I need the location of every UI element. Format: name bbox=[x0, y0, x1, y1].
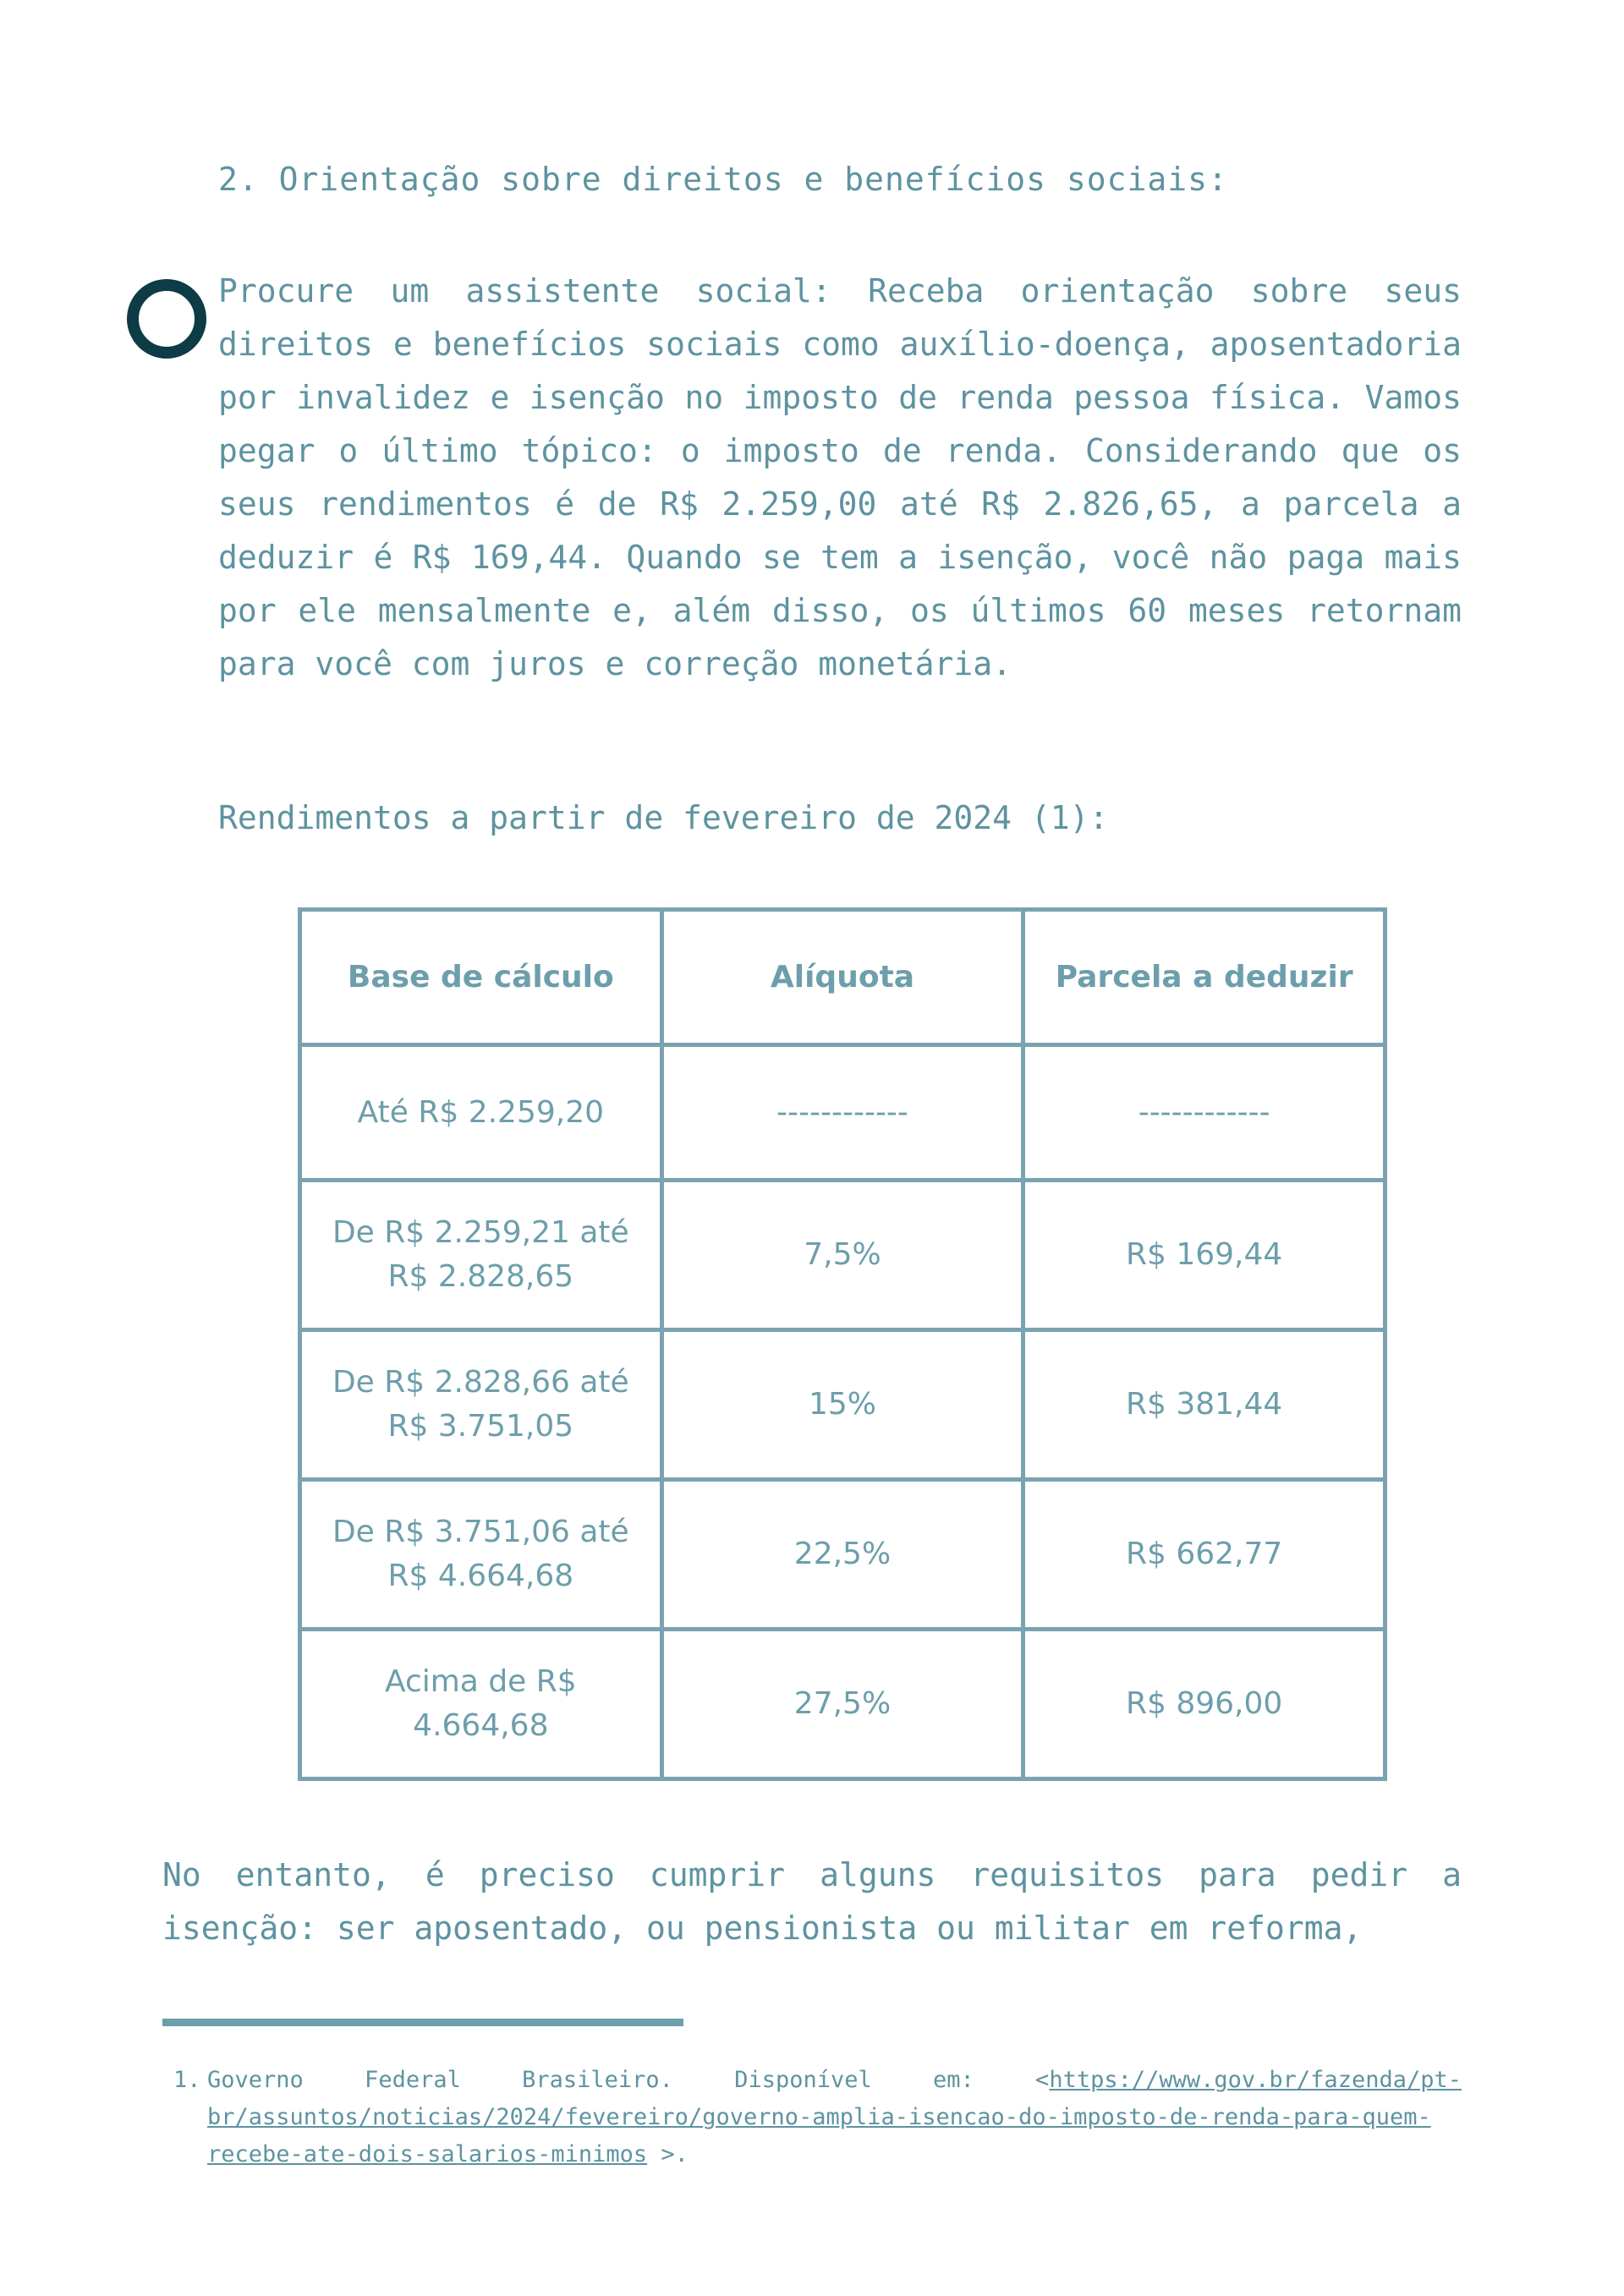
cell-base: Acima de R$ 4.664,68 bbox=[300, 1630, 662, 1779]
circle-ring-icon bbox=[127, 279, 206, 359]
cell-aliquota: ------------ bbox=[661, 1045, 1023, 1181]
header-parcela-deduzir: Parcela a deduzir bbox=[1023, 910, 1385, 1045]
cell-parcela: R$ 381,44 bbox=[1023, 1330, 1385, 1480]
header-aliquota: Alíquota bbox=[661, 910, 1023, 1045]
bullet-paragraph: Procure um assistente social: Receba orientação sobre seus direitos e benefícios sociais como auxílio-doença, aposentadoria por invalidez e isenção no imposto de renda pessoa física. Vamos pegar o último tópico: o imposto de renda. Considerando que os seus rendimentos é de R$ 2.259,00 até R$ 2.826,65, a parcela a deduzir é R$ 169,44. Quando se tem a isenção, você não paga mais por ele mensalmente e, além disso, os últimos 60 meses retornam para você com juros e correção monetária. bbox=[218, 272, 1462, 682]
footnote-text: Governo Federal Brasileiro. Disponível em: < bbox=[207, 2067, 1050, 2093]
cell-aliquota: 22,5% bbox=[661, 1480, 1023, 1630]
cell-base: De R$ 3.751,06 até R$ 4.664,68 bbox=[300, 1480, 662, 1630]
table-row bbox=[300, 1330, 1385, 1480]
cell-aliquota: 7,5% bbox=[661, 1181, 1023, 1330]
footnote-divider bbox=[162, 2019, 683, 2026]
table-header-row bbox=[300, 910, 1385, 1045]
cell-base: De R$ 2.259,21 até R$ 2.828,65 bbox=[300, 1181, 662, 1330]
cell-parcela: R$ 662,77 bbox=[1023, 1480, 1385, 1630]
requirements-paragraph: No entanto, é preciso cumprir alguns requisitos para pedir a isenção: ser aposentado, ou pensionista ou militar em reforma, bbox=[162, 1856, 1462, 1947]
section-heading: 2. Orientação sobre direitos e benefícios sociais: bbox=[218, 161, 1228, 198]
footnote-body bbox=[207, 2062, 1462, 2173]
cell-base: Até R$ 2.259,20 bbox=[300, 1045, 662, 1181]
table-row bbox=[300, 1480, 1385, 1630]
footnote bbox=[173, 2062, 1462, 2173]
header-base-calculo: Base de cálculo bbox=[300, 910, 662, 1045]
cell-parcela: R$ 169,44 bbox=[1023, 1181, 1385, 1330]
footnote-number: 1. bbox=[173, 2067, 201, 2093]
cell-aliquota: 27,5% bbox=[661, 1630, 1023, 1779]
footnote-suffix: >. bbox=[647, 2141, 689, 2167]
table-row bbox=[300, 1630, 1385, 1779]
table-row bbox=[300, 1181, 1385, 1330]
cell-parcela: R$ 896,00 bbox=[1023, 1630, 1385, 1779]
cell-base: De R$ 2.828,66 até R$ 3.751,05 bbox=[300, 1330, 662, 1480]
cell-aliquota: 15% bbox=[661, 1330, 1023, 1480]
table-row bbox=[300, 1045, 1385, 1181]
tax-table bbox=[298, 907, 1387, 1781]
footnote-link[interactable]: https://www.gov.br/fazenda/pt-br/assuntos/noticias/2024/fevereiro/governo-amplia-isencao-do-imposto-de-renda-para-quem-recebe-ate-dois-salarios-minimos bbox=[207, 2067, 1462, 2167]
cell-parcela: ------------ bbox=[1023, 1045, 1385, 1181]
table-caption: Rendimentos a partir de fevereiro de 2024 (1): bbox=[218, 799, 1109, 836]
